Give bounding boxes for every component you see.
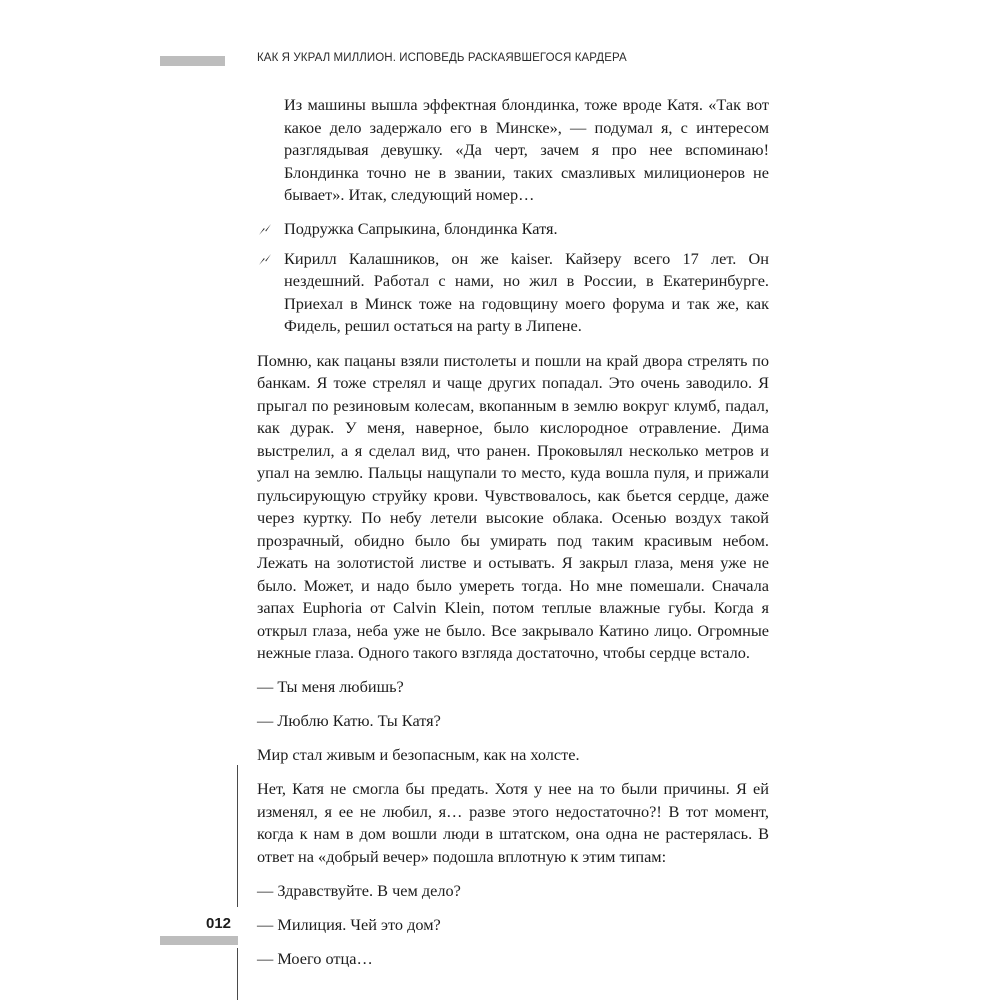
dialog-line: — Милиция. Чей это дом? bbox=[257, 914, 441, 934]
bullet-text: Подружка Сапрыкина, блондинка Катя. bbox=[284, 219, 558, 238]
bullet-item bbox=[257, 218, 769, 241]
dialog-line: — Здравствуйте. В чем дело? bbox=[257, 880, 461, 900]
bullet-text: Кирилл Калашников, он же kaiser. Кайзеру всего 17 лет. Он нездешний. Работал с нами, но жил в России, в Екатеринбурге. Приехал в Минск тоже на годовщину моего форума и так же, как Фидель, решил остаться на party в Липене. bbox=[284, 248, 769, 335]
body-paragraph: Помню, как пацаны взяли пистолеты и пошли на край двора стрелять по банкам. Я тоже стрелял и чаще других попадал. Это очень заводило. Я прыгал по резиновым колесам, вкопанным в землю вокруг клумб, падал, как дурак. У меня, наверное, было кислородное отравление. Дима выстрелил, а я сделал вид, что ранен. Проковылял несколько метров и упал на землю. Пальцы нащупали то место, куда вошла пуля, и прижали пульсирующую струйку крови. Чувствовалось, как бьется сердце, даже через куртку. По небу летели высокие облака. Осенью воздух такой прозрачный, обидно было бы умирать под таким красивым небом. Лежать на золотистой листве и остывать. Я закрыл глаза, меня уже не было. Может, и надо было умереть тогда. Но мне помешали. Сначала запах Euphoria от Calvin Klein, потом теплые влажные губы. Когда я открыл глаза, неба уже не было. Все закрывало Катино лицо. Огромные нежные глаза. Одного такого взгляда достаточно, чтобы сердце встало. bbox=[257, 350, 769, 662]
margin-rule bbox=[237, 765, 238, 907]
header-decor-bar bbox=[160, 56, 225, 66]
footer-decor-bar bbox=[160, 936, 238, 945]
lightning-bullet-icon bbox=[257, 221, 273, 237]
dialog-line: — Ты меня любишь? bbox=[257, 677, 404, 696]
page-body bbox=[257, 94, 769, 982]
body-paragraph: Мир стал живым и безопасным, как на холсте. bbox=[257, 745, 580, 764]
body-paragraph: Нет, Катя не смогла бы предать. Хотя у нее на то были причины. Я ей изменял, я ее не любил, я… разве этого недостаточно?! В тот момент, когда к нам в дом вошли люди в штатском, она одна не растерялась. В ответ на «добрый вечер» подошла вплотную к этим типам: bbox=[257, 779, 769, 866]
margin-rule bbox=[237, 948, 238, 1000]
dialog-line: — Люблю Катю. Ты Катя? bbox=[257, 711, 441, 730]
running-header: КАК Я УКРАЛ МИЛЛИОН. ИСПОВЕДЬ РАСКАЯВШЕГОСЯ КАРДЕРА bbox=[257, 52, 627, 64]
page-number: 012 bbox=[206, 915, 232, 932]
dialog-line: — Моего отца… bbox=[257, 948, 373, 968]
lightning-bullet-icon bbox=[257, 251, 273, 267]
intro-paragraph: Из машины вышла эффектная блондинка, тоже вроде Катя. «Так вот какое дело задержало его в Минске», — подумал я, с интересом разглядывая девушку. «Да черт, зачем я про нее вспоминаю! Блондинка точно не в звании, таких смазливых милиционеров не бывает». Итак, следующий номер… bbox=[284, 95, 769, 204]
bullet-item bbox=[257, 248, 769, 338]
